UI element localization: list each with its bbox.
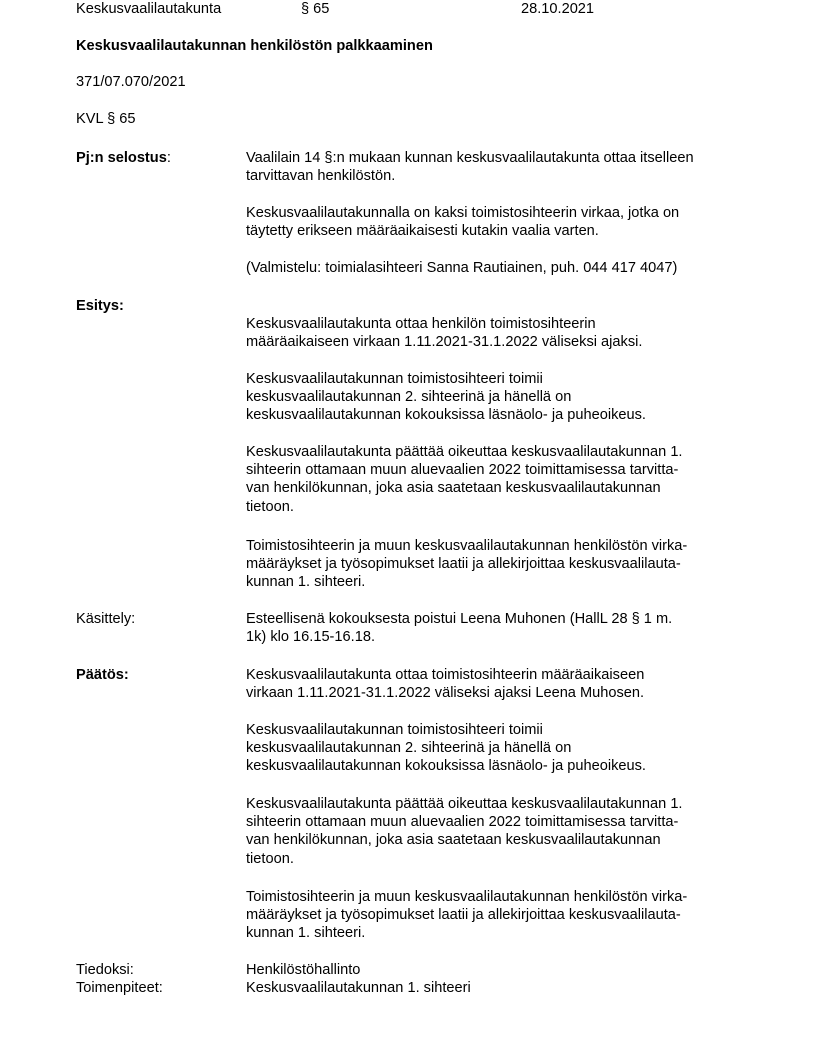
toimenpiteet-value: Keskusvaalilautakunnan 1. sihteeri xyxy=(246,980,471,996)
toimenpiteet-label: Toimenpiteet: xyxy=(76,980,163,996)
tiedoksi-value: Henkilöstöhallinto xyxy=(246,962,361,978)
header-date: 28.10.2021 xyxy=(521,1,595,17)
tiedoksi-label: Tiedoksi: xyxy=(76,962,134,978)
selostus-label: Pj:n selostus: xyxy=(76,150,171,166)
header-body-name: Keskusvaalilautakunta xyxy=(76,1,222,17)
reference: KVL § 65 xyxy=(76,111,136,127)
header-section: § 65 xyxy=(301,1,330,17)
document-title: Keskusvaalilautakunnan henkilöstön palkkaaminen xyxy=(76,38,433,54)
record-number: 371/07.070/2021 xyxy=(76,74,186,90)
paatos-label: Päätös: xyxy=(76,667,129,683)
esitys-label: Esitys: xyxy=(76,298,124,314)
kasittely-label: Käsittely: xyxy=(76,611,136,627)
